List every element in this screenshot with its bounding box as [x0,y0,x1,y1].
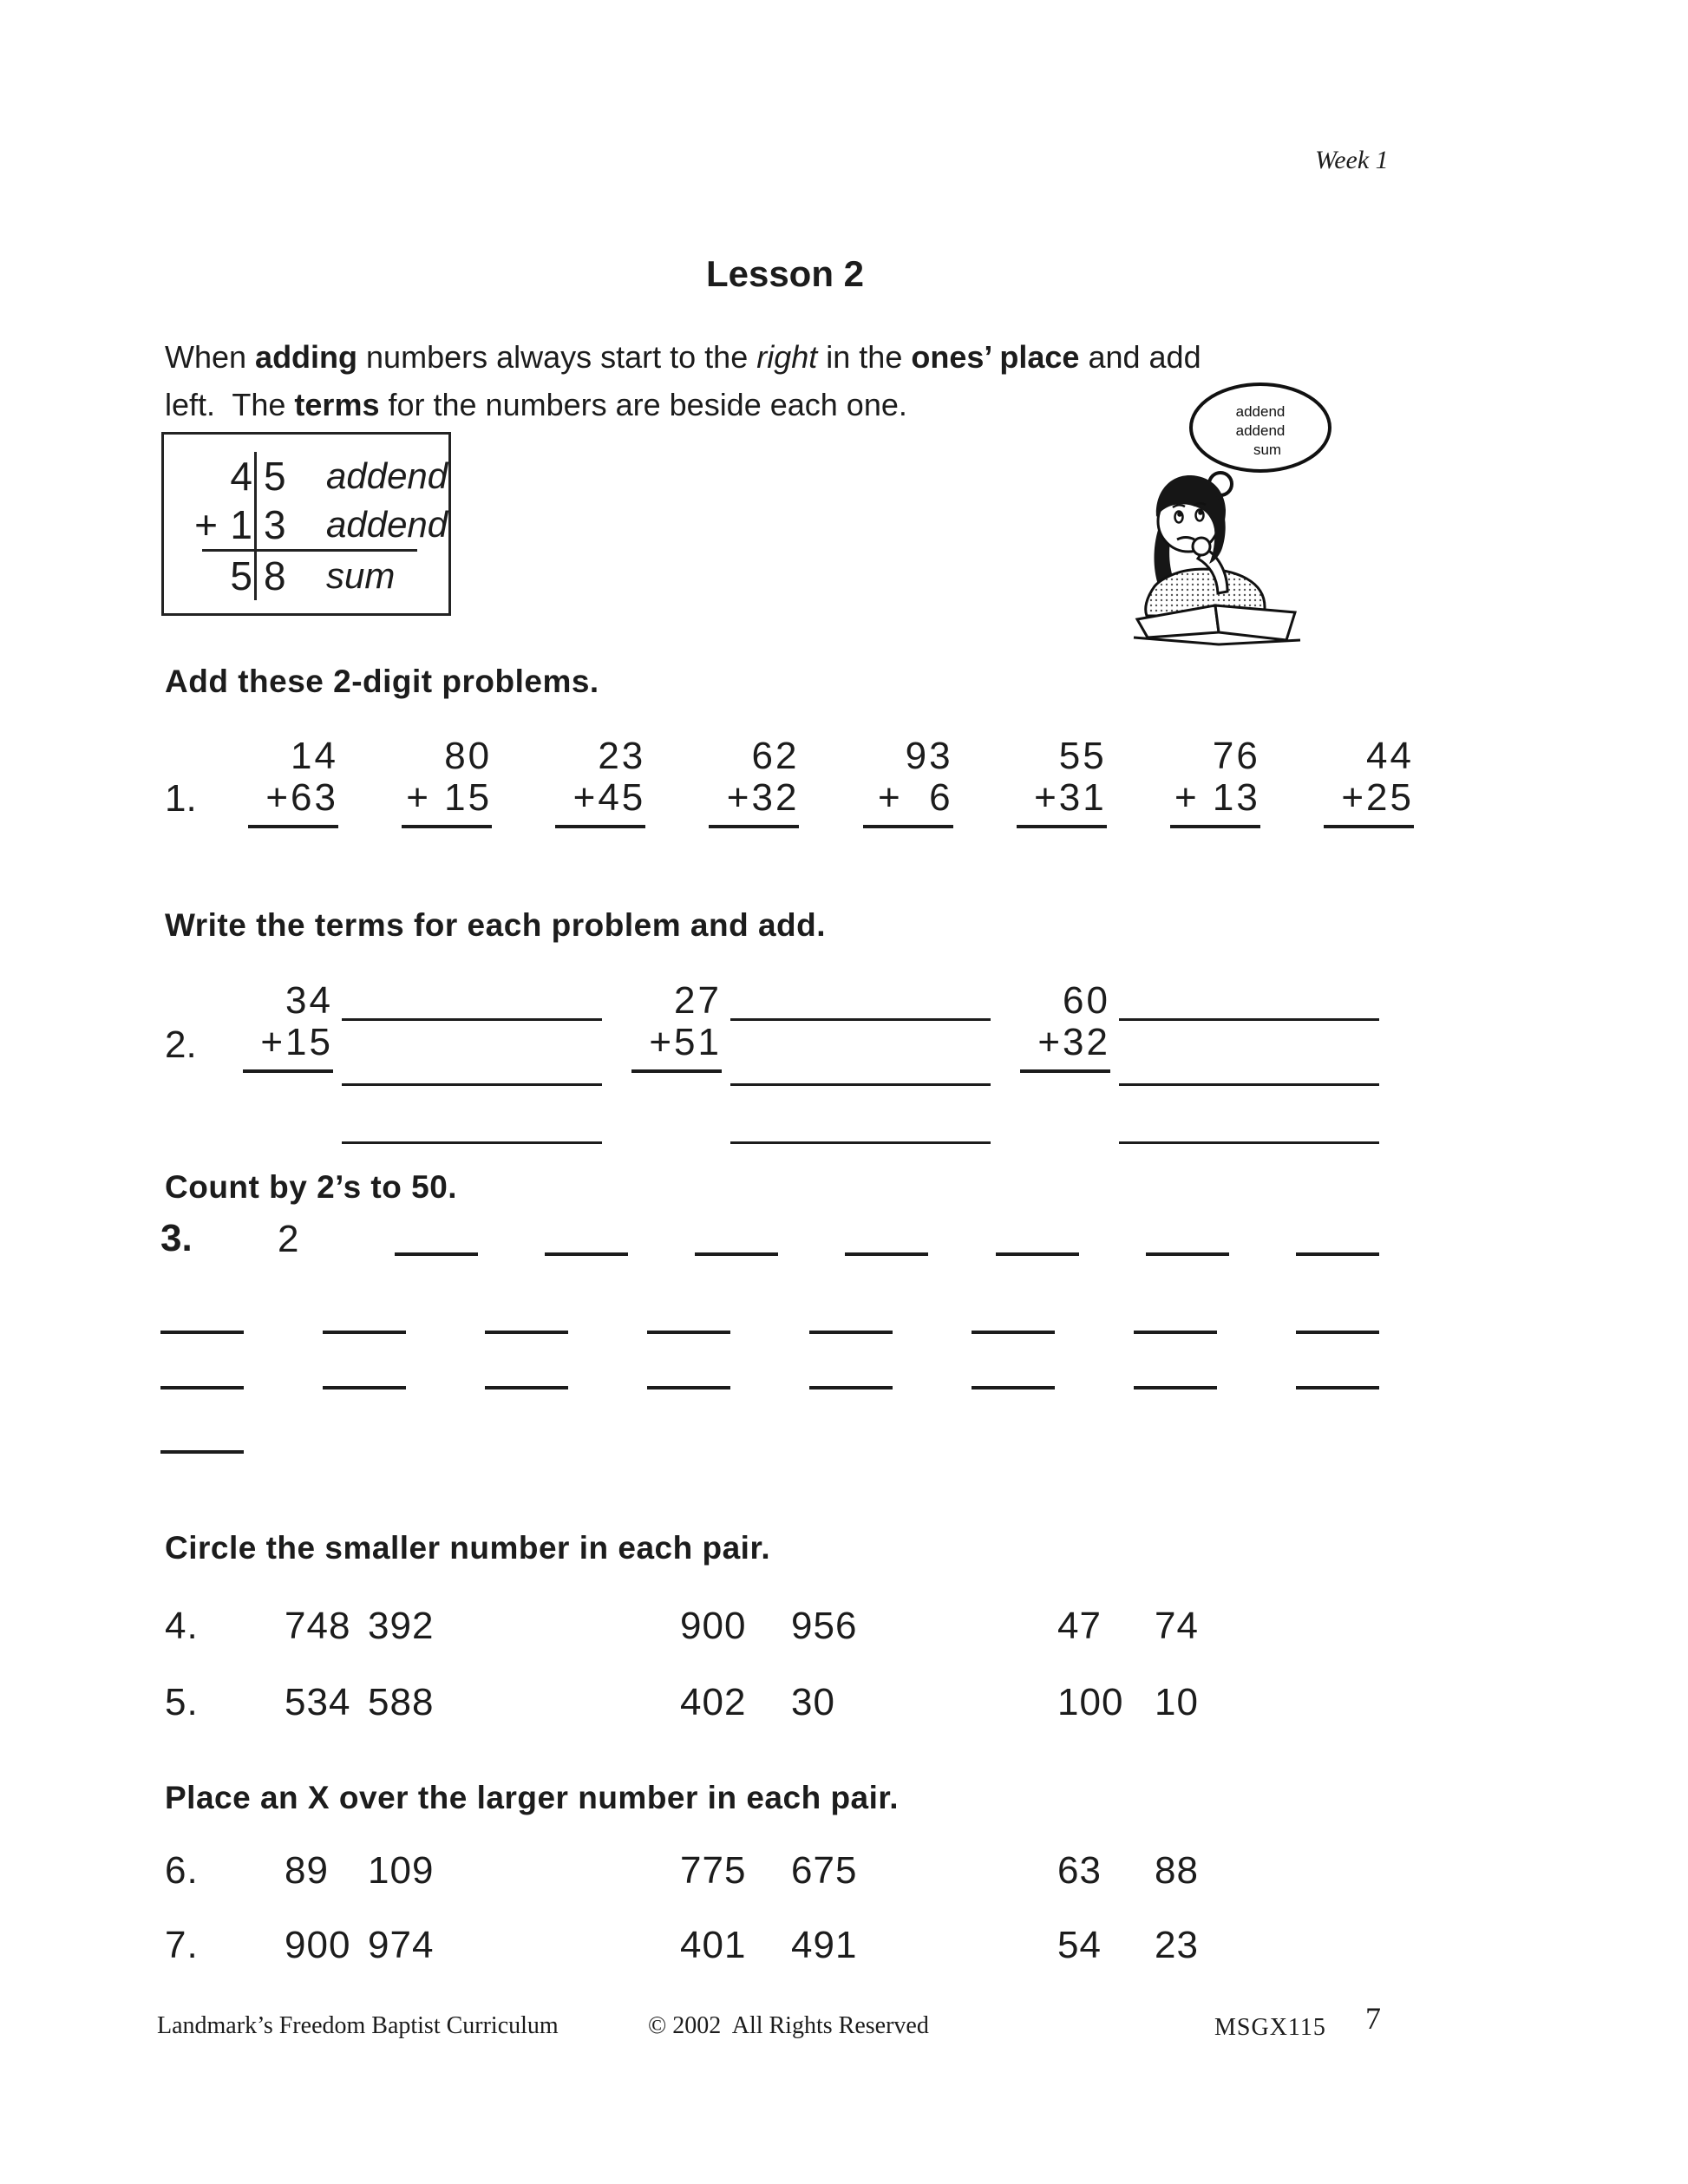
term-blank-line [342,1018,602,1021]
thinking-girl-illustration [1123,380,1366,649]
addition-problem [243,980,333,1144]
pair-number: 88 [1155,1849,1199,1892]
example-addend-row-2 [164,500,448,549]
answer-blank [395,1221,478,1256]
count-row [160,1299,1379,1334]
pair-number: 30 [791,1681,835,1723]
copyright-notice: © 2002 All Rights Reserved [648,2012,929,2039]
example-ones-digit: 5 [254,452,304,500]
addend-bottom: +63 [265,776,338,819]
pair-row [165,1924,1199,1967]
term-blank-line [342,1083,602,1086]
count-blanks [395,1221,1379,1256]
pair-number: 534 [285,1681,351,1723]
pair-row [165,1681,1199,1724]
answer-blank [323,1299,406,1334]
term-blank-lines [730,980,991,1144]
pair-number: 402 [680,1681,747,1723]
term-blank-line [342,1141,602,1144]
thought-bubble-line: sum [1253,441,1282,458]
answer-blank [1296,1355,1379,1390]
answer-underline [555,825,645,828]
section-heading-x: Place an X over the larger number in each pair. [165,1780,900,1815]
girl-pupil [1177,512,1182,517]
answer-underline [248,825,338,828]
addend-top: 55 [1058,735,1107,777]
pair-number: 23 [1155,1924,1199,1966]
pair-number: 100 [1057,1681,1124,1723]
addend-bottom: +51 [649,1021,722,1063]
answer-blank [647,1299,730,1334]
item-number: 2. [165,1023,197,1066]
terms-problem-group [1020,980,1379,1144]
term-blank-line [1119,1141,1379,1144]
intro-bold-adding: adding [255,339,358,375]
pair-number: 109 [368,1849,435,1892]
answer-blank [845,1221,928,1256]
product-code: MSGX115 [1214,2014,1326,2041]
example-tens-digit: 1 [230,502,254,547]
intro-paragraph [165,333,1201,428]
answer-blank [160,1419,244,1454]
problem-row-1 [165,736,1414,828]
answer-blank [160,1299,244,1334]
addition-problem [555,736,645,828]
girl-fist [1193,538,1210,555]
term-blank-line [730,1018,991,1021]
addition-problem [863,736,953,828]
pair-number: 74 [1155,1605,1199,1647]
addition-problem [402,736,492,828]
answer-underline [709,825,799,828]
addition-problem [1324,736,1414,828]
addition-problem [631,980,722,1144]
pair-number: 10 [1155,1681,1199,1723]
pair-number: 63 [1057,1849,1102,1892]
answer-underline [402,825,492,828]
answer-blank [1134,1355,1217,1390]
addend-top: 34 [285,979,333,1022]
open-book [1215,605,1295,640]
intro-line-2 [165,381,1201,428]
pair-number: 392 [368,1605,435,1647]
answer-underline [243,1069,333,1073]
example-term-label: addend [326,455,448,496]
answer-blank [1146,1221,1229,1256]
intro-italic-right: right [756,339,818,375]
answer-blank [972,1299,1055,1334]
intro-text: for the numbers are beside each one. [379,387,907,422]
addition-problem [248,736,338,828]
addition-problems [248,736,1414,828]
answer-underline [631,1069,722,1073]
thought-bubble-line: addend [1235,422,1286,439]
answer-blank [1296,1299,1379,1334]
answer-blank [485,1299,568,1334]
count-start-value: 2 [278,1218,299,1260]
pair-number: 956 [791,1605,858,1647]
addend-bottom: +45 [572,776,646,819]
plus-sign: + [194,502,219,547]
pair-number: 54 [1057,1924,1102,1966]
answer-blank [1134,1299,1217,1334]
answer-blank [996,1221,1079,1256]
spacer [164,452,226,500]
addend-bottom: +32 [726,776,800,819]
addend-top: 93 [905,735,953,777]
addend-bottom: +25 [1341,776,1414,819]
addend-bottom: + 15 [406,776,493,819]
item-number: 1. [165,777,197,820]
example-term-label: addend [326,504,448,545]
addition-problem [1170,736,1260,828]
thought-bubble-line: addend [1235,403,1286,420]
example-ones-digit: 8 [254,552,304,600]
term-blank-line [730,1083,991,1086]
pair-number: 89 [285,1849,329,1892]
addend-top: 44 [1366,735,1414,777]
pair-number: 47 [1057,1605,1102,1647]
addend-bottom: + 6 [877,776,953,819]
example-addend-row-1 [164,452,448,500]
item-number: 5. [165,1681,199,1723]
count-row [160,1419,1379,1454]
pair-number: 900 [680,1605,747,1647]
addend-top: 76 [1212,735,1260,777]
addend-bottom: +32 [1037,1021,1110,1063]
section-heading-circle: Circle the smaller number in each pair. [165,1530,771,1566]
example-ones-digit: 3 [254,500,304,549]
item-number: 6. [165,1849,199,1892]
answer-blank [545,1221,628,1256]
page-number: 7 [1365,2001,1381,2036]
addend-top: 80 [444,735,493,777]
addition-problem [1020,980,1110,1144]
example-tens-digit: 4 [230,454,254,499]
answer-blank [160,1355,244,1390]
answer-blank [809,1299,893,1334]
pair-row [165,1849,1199,1893]
answer-blank [647,1355,730,1390]
pair-row [165,1605,1199,1648]
answer-blank [323,1355,406,1390]
example-term-label: sum [326,555,396,596]
section-heading-terms: Write the terms for each problem and add. [165,907,827,943]
terms-problem-group [243,980,602,1144]
addition-problem [1017,736,1107,828]
addend-top: 62 [751,735,800,777]
week-label: Week 1 [1315,146,1389,174]
answer-blank [972,1355,1055,1390]
item-number: 3. [160,1217,193,1259]
addend-top: 14 [291,735,338,777]
pair-number: 588 [368,1681,435,1723]
term-blank-lines [342,980,602,1144]
addend-top: 27 [674,979,722,1022]
example-sum-row [164,552,448,600]
intro-bold-ones-place: ones’ place [911,339,1080,375]
addend-top: 23 [598,735,646,777]
item-number: 7. [165,1924,199,1966]
term-blank-lines [1119,980,1379,1144]
pair-number: 748 [285,1605,351,1647]
answer-blank [485,1355,568,1390]
pair-number: 900 [285,1924,351,1966]
item-number: 4. [165,1605,199,1647]
intro-line-1 [165,333,1201,381]
intro-text: numbers always start to the [357,339,757,375]
answer-underline [1324,825,1414,828]
addend-bottom: +31 [1034,776,1107,819]
addend-top: 60 [1063,979,1110,1022]
addend-bottom: + 13 [1174,776,1260,819]
answer-underline [1017,825,1107,828]
pair-number: 974 [368,1924,435,1966]
term-blank-line [1119,1018,1379,1021]
answer-blank [1296,1221,1379,1256]
pair-number: 401 [680,1924,747,1966]
problem-row-2 [165,980,1409,1144]
term-blank-line [1119,1083,1379,1086]
spacer [164,552,226,600]
term-blank-line [730,1141,991,1144]
pair-number: 491 [791,1924,858,1966]
answer-underline [1170,825,1260,828]
section-heading-count: Count by 2’s to 50. [165,1169,458,1205]
section-heading-add: Add these 2-digit problems. [165,664,599,699]
count-row [160,1355,1379,1390]
intro-bold-terms: terms [294,387,380,422]
intro-text: When [165,339,256,375]
answer-underline [1020,1069,1110,1073]
count-by-twos-block [160,1217,1379,1454]
example-tens-digit: 5 [230,553,254,598]
answer-blank [695,1221,778,1256]
intro-text: in the [817,339,912,375]
addition-example-box [161,432,451,616]
girl-pupil [1198,510,1203,515]
answer-blank [809,1355,893,1390]
pair-number: 775 [680,1849,747,1892]
answer-underline [863,825,953,828]
addend-bottom: +15 [260,1021,333,1063]
terms-problem-group [631,980,991,1144]
page-title: Lesson 2 [705,253,865,294]
publisher-credit: Landmark’s Freedom Baptist Curriculum [157,2012,559,2039]
addition-problem [709,736,799,828]
count-row [160,1217,1379,1260]
intro-text: left. The [165,387,295,422]
intro-text: and add [1079,339,1201,375]
pair-number: 675 [791,1849,858,1892]
